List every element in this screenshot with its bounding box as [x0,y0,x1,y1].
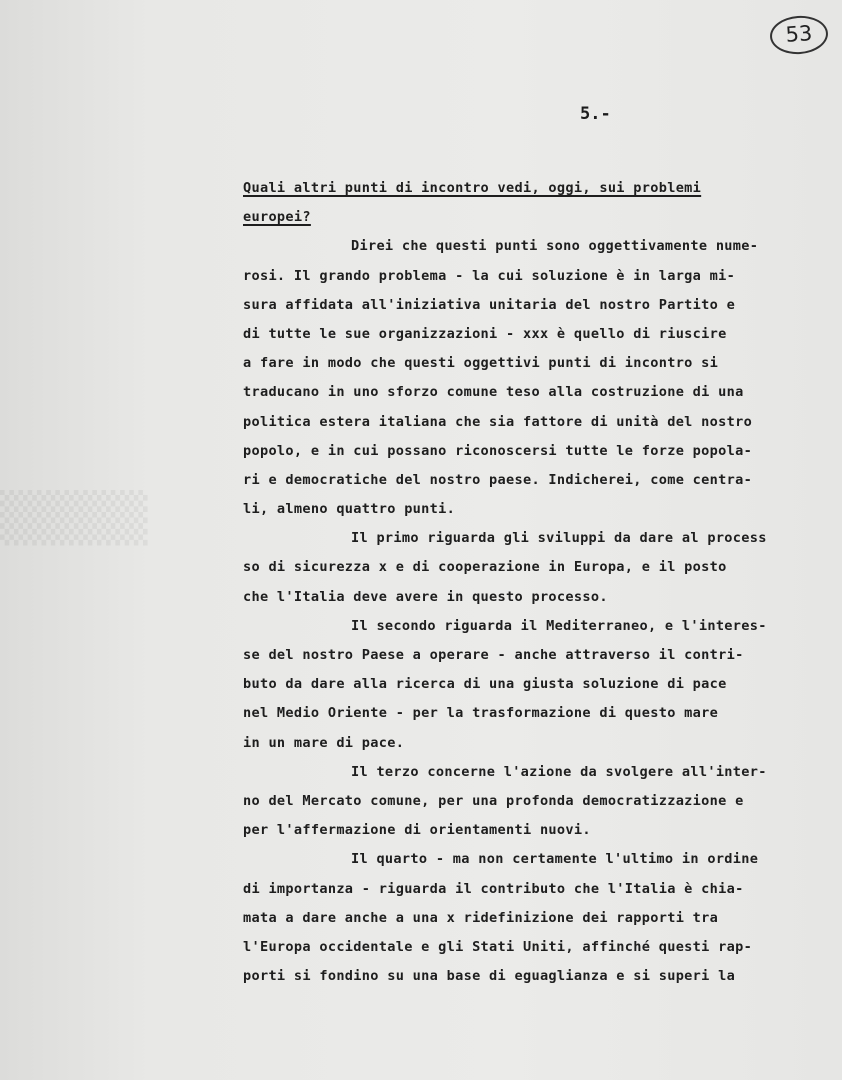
text-line: nel Medio Oriente - per la trasformazione di questo mare [243,705,719,722]
paragraph-3 [243,612,841,758]
question-line: europei? [243,209,311,226]
page-stamp: 53 [769,14,830,56]
text-line: ri e democratiche del nostro paese. Indicherei, come centra- [243,471,753,488]
text-line: so di sicurezza x e di cooperazione in Europa, e il posto [243,559,727,576]
text-line: di tutte le sue organizzazioni - xxx è quello di riuscire [243,325,727,342]
text-line: rosi. Il grando problema - la cui soluzione è in larga mi- [243,267,736,284]
text-line: che l'Italia deve avere in questo processo. [243,588,608,605]
text-line: porti si fondino su una base di eguaglianza e si superi la [243,968,736,985]
text-line: politica estera italiana che sia fattore di unità del nostro [243,413,753,430]
text-line: l'Europa occidentale e gli Stati Uniti, affinché questi rap- [243,938,753,955]
text-line: a fare in modo che questi oggettivi punti di incontro si [243,355,719,372]
text-line: Direi che questi punti sono oggettivamente nume- [351,238,759,255]
text-line: popolo, e in cui possano riconoscersi tutte le forze popola- [243,442,753,459]
paragraph-1 [243,232,841,524]
paragraph-4 [243,758,841,846]
text-line: se del nostro Paese a operare - anche attraverso il contri- [243,647,744,663]
text-line: di importanza - riguarda il contributo che l'Italia è chia- [243,880,744,897]
text-line: Il quarto - ma non certamente l'ultimo in ordine [351,851,759,868]
text-line: in un mare di pace. [243,734,405,751]
text-line: Il terzo concerne l'azione da svolgere all'inter- [351,763,767,780]
text-line: mata a dare anche a una x ridefinizione dei rapporti tra [243,909,719,926]
text-line: per l'affermazione di orientamenti nuovi. [243,822,591,839]
text-line: li, almeno quattro punti. [243,501,456,518]
paragraph-5 [243,845,841,991]
paragraph-2 [243,524,841,612]
text-line: traducano in uno sforzo comune teso alla costruzione di una [243,384,744,401]
question-line: Quali altri punti di incontro vedi, oggi, sui problemi [243,180,702,196]
text-line: sura affidata all'iniziativa unitaria del nostro Partito e [243,296,736,313]
text-line: no del Mercato comune, per una profonda democratizzazione e [243,792,744,809]
text-line: Il secondo riguarda il Mediterraneo, e l'interes- [351,617,767,634]
page-number: 5.- [580,104,611,124]
text-line: Il primo riguarda gli sviluppi da dare al process [351,530,767,547]
typed-text [243,174,841,991]
bleed-through-shadow: ▒▒▒▒ [0,490,148,546]
text-line: buto da dare alla ricerca di una giusta soluzione di pace [243,676,727,693]
